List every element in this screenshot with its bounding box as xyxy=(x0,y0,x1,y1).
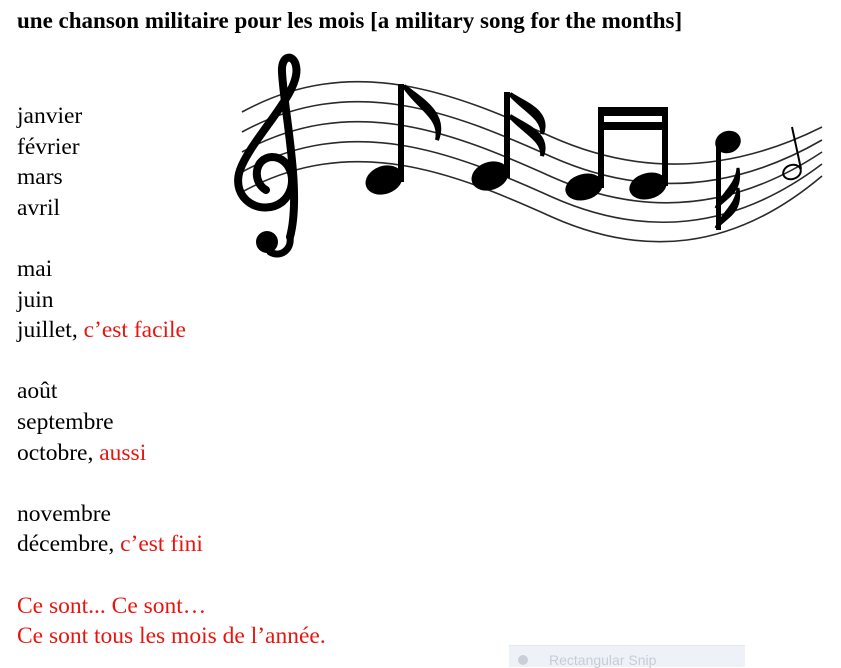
lyric-line: janvier xyxy=(17,103,83,129)
sixteenth-note-icon xyxy=(467,92,543,196)
lyric-line: mai xyxy=(17,255,53,282)
lyric-line: mars xyxy=(17,164,63,191)
lyric-highlight: c’est fini xyxy=(120,531,203,558)
stanza-break xyxy=(17,468,326,499)
lyric-line: novembre xyxy=(17,500,111,527)
lyric-line: juin xyxy=(17,286,54,313)
lyric-line: octobre, aussi xyxy=(17,439,147,466)
treble-clef-icon xyxy=(238,58,296,254)
lyric-highlight: c’est facile xyxy=(83,317,186,344)
snip-icon xyxy=(518,655,528,665)
lyric-line: décembre, c’est fini xyxy=(17,531,203,558)
small-sixteenth-note-icon xyxy=(712,127,744,230)
stanza-break xyxy=(17,346,326,377)
snip-label: Rectangular Snip xyxy=(549,652,657,668)
lyric-highlight: aussi xyxy=(99,439,147,466)
page-title: une chanson militaire pour les mois [a military song for the months] xyxy=(17,8,683,33)
lyric-line: février xyxy=(17,133,80,160)
ending-line: Ce sont tous les mois de l’année. xyxy=(17,623,326,650)
music-staff-with-notes-icon xyxy=(232,52,826,262)
lyric-line: septembre xyxy=(17,408,114,435)
stanza-break xyxy=(17,560,326,591)
lyric-line: août xyxy=(17,378,58,405)
snipping-tool-tooltip[interactable] xyxy=(509,645,745,667)
lyric-line: juillet, c’est facile xyxy=(17,317,186,344)
lyric-line: avril xyxy=(17,194,61,221)
beamed-notes-icon xyxy=(562,107,669,204)
ending-line: Ce sont... Ce sont… xyxy=(17,592,207,619)
